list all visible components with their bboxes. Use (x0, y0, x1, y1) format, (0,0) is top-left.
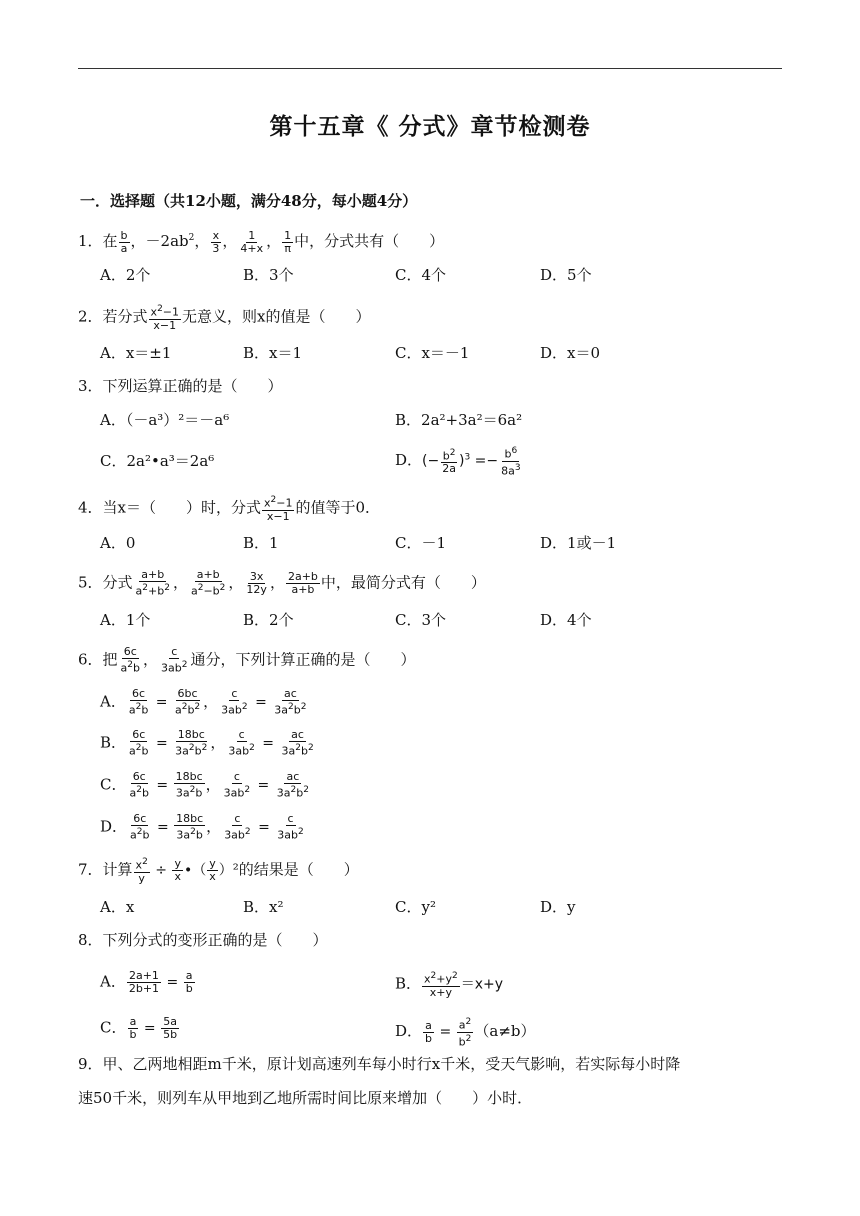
question-2: 2．若分式 $\frac{x^2-1}{x-1}$ 无意义，则x的值是（ ） (78, 304, 371, 332)
q2-option-c: C．x＝－1 (395, 344, 470, 362)
question-1: 1．在 $\frac{b}{a}$ ，$-2ab^2$， $\frac{x}{3}$ ， $\frac{1}{4+x}$ ， $\frac{1}{\pi}$ 中，分式共有（ ） (78, 228, 445, 255)
q1-option-d: D．5个 (540, 266, 592, 284)
fraction: $\frac{ac}{3a^2b^2}$ (274, 687, 307, 717)
fraction: $\frac{18bc}{3a^2b}$ (175, 770, 203, 800)
fraction: $\frac{a+b}{a^2-b^2}$ (190, 568, 226, 598)
fraction: $\frac{a+b}{a^2+b^2}$ (135, 568, 170, 598)
fraction: $\frac{18bc}{3a^2b^2}$ (175, 728, 208, 758)
q6-option-a: A． $\frac{6c}{a^2b}$ = $\frac{6bc}{a^2b^2}$ ， $\frac{c}{3ab^2}$ = $\frac{ac}{3a^2b^2}$ (100, 687, 307, 717)
fraction: $\frac{c}{3ab^2}$ (221, 687, 248, 717)
page-title: 第十五章《 分式》章节检测卷 (269, 113, 591, 140)
q2-option-a: A．x＝±1 (100, 344, 172, 362)
fraction: $\frac{c}{3ab^2}$ (277, 812, 304, 842)
fraction: $\frac{b^2}{2a}$ (442, 447, 456, 476)
question-4: 4．当x＝（ ）时，分式 $\frac{x^2-1}{x-1}$ 的值等于0． (78, 495, 381, 523)
q7-option-a: A．x (100, 898, 135, 916)
fraction: $\frac{1}{4+x}$ (240, 228, 264, 255)
q4-option-d: D．1或－1 (540, 534, 617, 552)
section-heading: 一．选择题（共12小题，满分48分，每小题4分） (80, 192, 418, 210)
fraction: $\frac{x}{3}$ (212, 228, 220, 255)
fraction: $\frac{b}{a}$ (120, 228, 128, 255)
q4-option-c: C．－1 (395, 534, 447, 552)
q8-option-c: C． $\frac{a}{b}$ = $\frac{5a}{5b}$ (100, 1015, 178, 1041)
q3-option-a: A．（－a³）²＝－a⁶ (100, 411, 230, 429)
fraction: $\frac{y}{x}$ (209, 856, 216, 883)
fraction: $\frac{2a+1}{2b+1}$ (128, 969, 160, 995)
q8-option-a: A． $\frac{2a+1}{2b+1}$ = $\frac{a}{b}$ (100, 969, 193, 995)
fraction: $\frac{a}{b}$ (185, 969, 193, 995)
fraction: $\frac{c}{3ab^2}$ (223, 770, 251, 800)
question-8: 8．下列分式的变形正确的是（ ） (78, 931, 328, 949)
fraction: $\frac{c}{3ab^2}$ (161, 645, 188, 675)
q2-option-d: D．x＝0 (540, 344, 601, 362)
fraction: $\frac{x^2+y^2}{x+y}$ (424, 971, 458, 999)
q5-option-a: A．1个 (100, 611, 151, 629)
q5-option-c: C．3个 (395, 611, 447, 629)
q8-option-d: D． $\frac{a}{b}$ = $\frac{a^2}{b^2}$ （a≠b） (395, 1017, 536, 1049)
header-rule (78, 68, 782, 69)
q6-option-c: C． $\frac{6c}{a^2b}$ = $\frac{18bc}{3a^2b}$ ， $\frac{c}{3ab^2}$ = $\frac{ac}{3a^2b^2}$ (100, 770, 309, 800)
fraction: $\frac{x^2-1}{x-1}$ (150, 304, 180, 332)
fraction: $\frac{6bc}{a^2b^2}$ (174, 687, 201, 717)
q5-option-b: B．2个 (243, 611, 294, 629)
fraction: $\frac{x^2-1}{x-1}$ (264, 495, 293, 523)
fraction: $\frac{6c}{a^2b}$ (129, 770, 149, 800)
question-9-line-2: 速50千米，则列车从甲地到乙地所需时间比原来增加（ ）小时． (78, 1089, 533, 1107)
q5-option-d: D．4个 (540, 611, 592, 629)
fraction: $\frac{y}{x}$ (174, 856, 181, 883)
fraction: $\frac{1}{\pi}$ (284, 228, 292, 255)
fraction: $\frac{6c}{a^2b}$ (120, 645, 141, 675)
question-6: 6．把 $\frac{6c}{a^2b}$ ， $\frac{c}{3ab^2}$ 通分，下列计算正确的是（ ） (78, 645, 416, 675)
fraction: $\frac{2a+b}{a+b}$ (287, 569, 318, 596)
fraction: $\frac{x^2}{y}$ (135, 857, 148, 885)
q6-option-b: B． $\frac{6c}{a^2b}$ = $\frac{18bc}{3a^2b^2}$ ， $\frac{c}{3ab^2}$ = $\frac{ac}{3a^2b^2}$ (100, 728, 314, 758)
question-3: 3．下列运算正确的是（ ） (78, 377, 283, 395)
fraction: $\frac{b^6}{8a^3}$ (501, 446, 521, 478)
q4-option-b: B．1 (243, 534, 279, 552)
fraction: $\frac{c}{3ab^2}$ (228, 728, 255, 758)
q1-option-c: C．4个 (395, 266, 447, 284)
q3-option-d: D．(− $\frac{b^2}{2a}$ )$^3$ =− $\frac{b^6}{8a^3}$ (395, 446, 521, 478)
fraction: $\frac{a}{b}$ (129, 1015, 137, 1041)
q1-option-a: A．2个 (100, 266, 151, 284)
fraction: $\frac{6c}{a^2b}$ (128, 687, 149, 717)
fraction: $\frac{5a}{5b}$ (163, 1015, 178, 1041)
q4-option-a: A．0 (100, 534, 136, 552)
fraction: $\frac{a^2}{b^2}$ (458, 1017, 472, 1049)
q3-option-c: C．2a²•a³＝2a⁶ (100, 452, 215, 470)
q6-option-d: D． $\frac{6c}{a^2b}$ = $\frac{18bc}{3a^2b}$ ， $\frac{c}{3ab^2}$ = $\frac{c}{3ab^2}$ (100, 812, 304, 842)
fraction: $\frac{c}{3ab^2}$ (224, 812, 251, 842)
question-9-line-1: 9．甲、乙两地相距m千米，原计划高速列车每小时行x千米，受天气影响，若实际每小时降 (78, 1055, 681, 1073)
q1-option-b: B．3个 (243, 266, 294, 284)
question-5: 5．分式 $\frac{a+b}{a^2+b^2}$ ， $\frac{a+b}{a^2-b^2}$ ， $\frac{3x}{12y}$ ， $\frac{2a+b}{a+b}$ 中，最简分式有（ ） (78, 568, 486, 598)
q7-option-d: D．y (540, 898, 576, 916)
fraction: $\frac{ac}{3a^2b^2}$ (281, 728, 314, 758)
q7-option-c: C．y² (395, 898, 436, 916)
question-7: 7．计算 $\frac{x^2}{y}$ ÷ $\frac{y}{x}$ •（ $\frac{y}{x}$ ）²的结果是（ ） (78, 856, 359, 885)
q2-option-b: B．x＝1 (243, 344, 303, 362)
q8-option-b: B． $\frac{x^2+y^2}{x+y}$ ＝x+y (395, 971, 504, 999)
fraction: $\frac{18bc}{3a^2b}$ (176, 812, 204, 842)
fraction: $\frac{6c}{a^2b}$ (129, 728, 149, 758)
fraction: $\frac{ac}{3a^2b^2}$ (276, 770, 309, 800)
q7-option-b: B．x² (243, 898, 284, 916)
q3-option-b: B．2a²+3a²＝6a² (395, 411, 523, 429)
fraction: $\frac{6c}{a^2b}$ (130, 812, 150, 842)
fraction: $\frac{3x}{12y}$ (246, 569, 267, 596)
fraction: $\frac{a}{b}$ (425, 1018, 433, 1045)
